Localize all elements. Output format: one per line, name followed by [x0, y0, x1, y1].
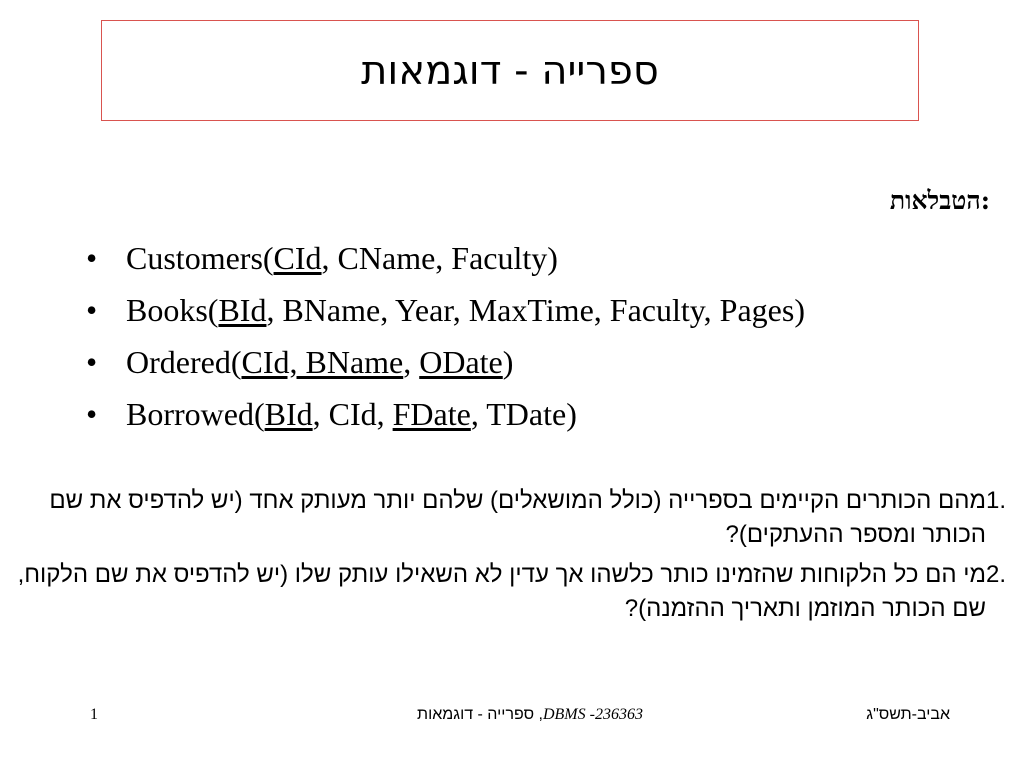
slide-title: ספרייה - דוגמאות: [361, 47, 659, 94]
question-item: [14, 558, 1014, 626]
table-schema-item: • Books(BId, BName, Year, MaxTime, Faculty, Pages): [86, 284, 805, 336]
table-field: Faculty: [609, 292, 704, 328]
table-name: Borrowed: [126, 396, 254, 432]
bullet-icon: •: [86, 240, 98, 276]
title-box: [101, 20, 919, 121]
bullet-icon: •: [86, 292, 98, 328]
question-number: 1.: [986, 487, 1007, 514]
questions-list: [14, 484, 1014, 632]
question-text: מי הם כל הלקוחות שהזמינו כותר כלשהו אך עדין לא השאילו עותק שלו (יש להדפיס את שם הלקוח, שם הכותר המוזמן ותאריך ההזמנה)?: [17, 561, 986, 622]
table-field: CName: [337, 240, 436, 276]
table-field: CId: [328, 396, 377, 432]
key-field: ODate: [419, 344, 503, 380]
section-heading: :הטבלאות: [889, 186, 990, 215]
key-field: CId, BName: [241, 344, 404, 380]
question-text: מהם הכותרים הקיימים בספרייה (כולל המושאלים) שלהם יותר מעותק אחד (יש להדפיס את שם הכותר ומספר ההעתקים)?: [49, 487, 986, 548]
table-name: Customers: [126, 240, 263, 276]
page-number: 1: [90, 706, 98, 723]
table-field: BName: [282, 292, 381, 328]
table-name: Ordered: [126, 344, 231, 380]
table-field: MaxTime: [468, 292, 594, 328]
key-field: CId: [273, 240, 322, 276]
bullet-icon: •: [86, 396, 98, 432]
table-field: Pages: [719, 292, 795, 328]
table-field: TDate: [486, 396, 567, 432]
bullet-icon: •: [86, 344, 98, 380]
table-schema-item: • Ordered(CId, BName, ODate): [86, 336, 805, 388]
question-item: [14, 484, 1014, 552]
table-field: Year: [395, 292, 453, 328]
footer-slide-name: , ספרייה - דוגמאות: [417, 706, 543, 723]
key-field: BId: [264, 396, 313, 432]
table-name: Books: [126, 292, 208, 328]
key-field: BId: [218, 292, 267, 328]
tables-list: [86, 232, 805, 440]
key-field: FDate: [392, 396, 471, 432]
footer-course: [340, 706, 720, 724]
footer-semester: אביב-תשס"ג: [866, 706, 950, 723]
course-code: DBMS -236363: [542, 706, 643, 723]
question-number: 2.: [986, 561, 1007, 588]
table-schema-item: • Customers(CId, CName, Faculty): [86, 232, 805, 284]
table-schema-item: • Borrowed(BId, CId, FDate, TDate): [86, 388, 805, 440]
table-field: Faculty: [451, 240, 548, 276]
